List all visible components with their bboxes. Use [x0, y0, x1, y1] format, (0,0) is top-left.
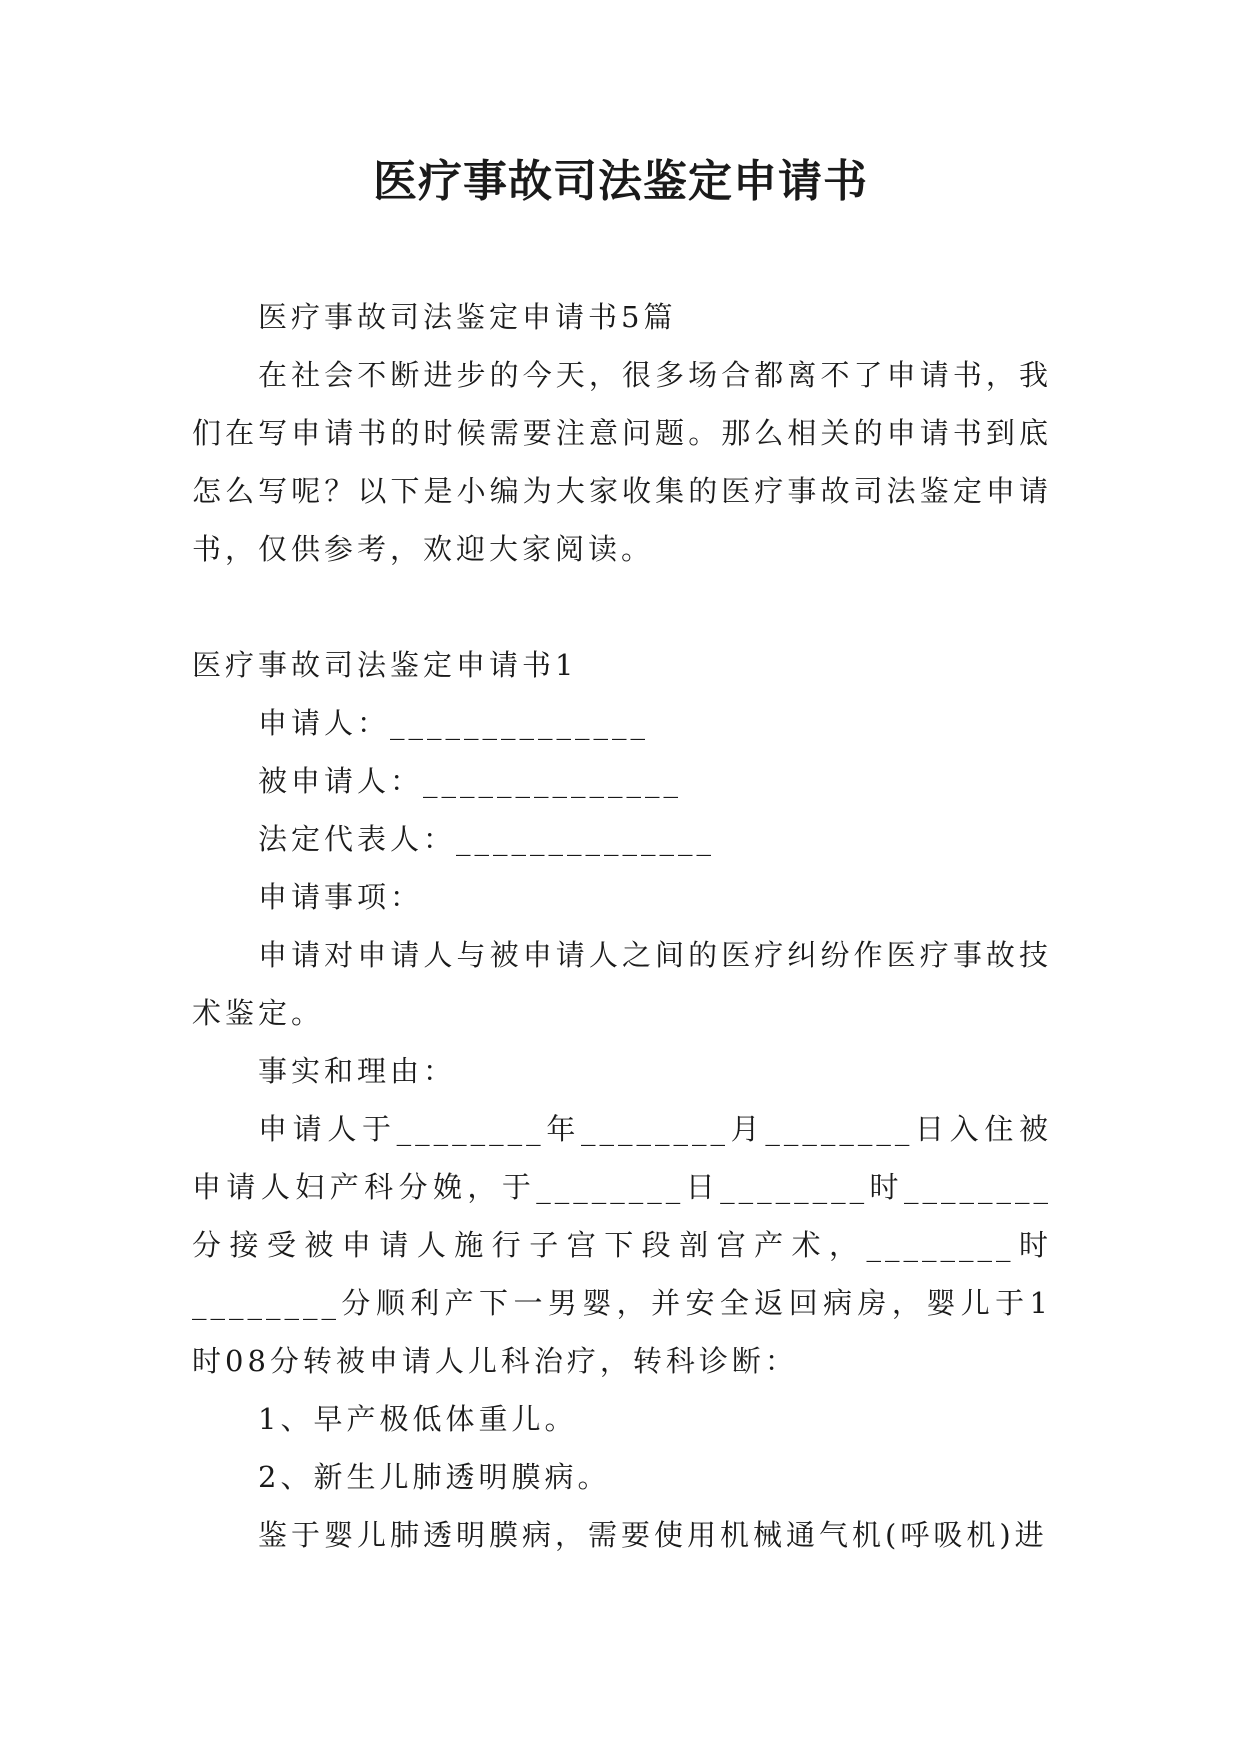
legal-representative-line: 法定代表人：______________ [258, 822, 716, 856]
closing-text: 鉴于婴儿肺透明膜病，需要使用机械通气机(呼吸机)进 [258, 1518, 1048, 1552]
diagnosis-item-1: 1、早产极低体重儿。 [258, 1402, 578, 1436]
respondent-line: 被申请人：______________ [258, 764, 683, 798]
document-body [192, 288, 1052, 1564]
intro-paragraph: 在社会不断进步的今天，很多场合都离不了申请书，我们在写申请书的时候需要注意问题。那么相关的申请书到底怎么写呢？以下是小编为大家收集的医疗事故司法鉴定申请书，仅供参考，欢迎大家阅读。 [192, 358, 1052, 566]
matters-label: 申请事项： [258, 880, 424, 914]
intro-heading: 医疗事故司法鉴定申请书5篇 [258, 300, 677, 334]
section-heading: 医疗事故司法鉴定申请书1 [192, 648, 578, 682]
facts-text: 申请人于________年________月________日入住被申请人妇产科分娩，于________日________时________分接受被申请人施行子宫下段剖宫产术，________时________分顺利产下一男婴，并安全返回病房，婴儿于1时08分转被申请人儿科治疗，转科诊断： [192, 1112, 1052, 1378]
diagnosis-item-2: 2、新生儿肺透明膜病。 [258, 1460, 611, 1494]
facts-label: 事实和理由： [258, 1054, 457, 1088]
matters-text: 申请对申请人与被申请人之间的医疗纠纷作医疗事故技术鉴定。 [192, 938, 1052, 1030]
applicant-line: 申请人：______________ [258, 706, 650, 740]
document-title: 医疗事故司法鉴定申请书 [373, 156, 868, 207]
spacer [192, 578, 1052, 636]
